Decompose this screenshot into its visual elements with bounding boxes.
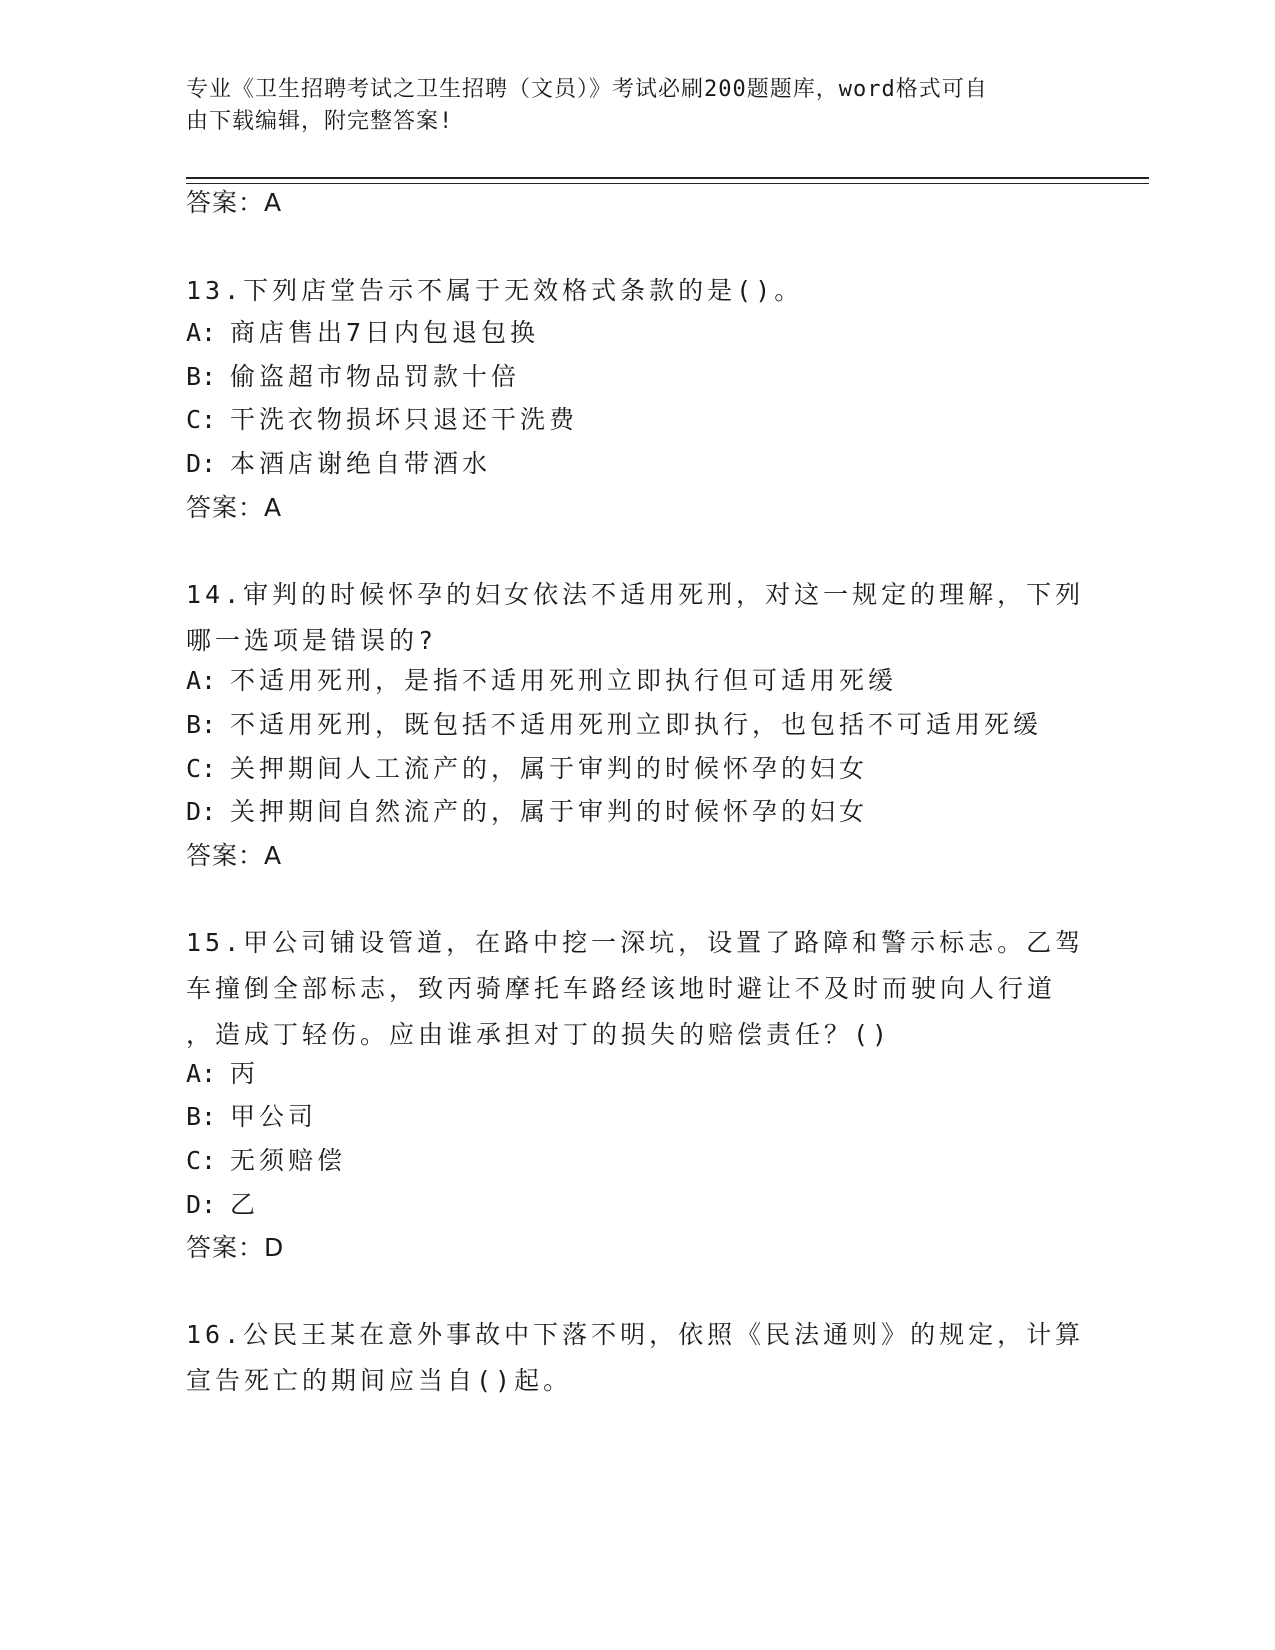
- question-14-stem: [186, 572, 1086, 664]
- header-line-1: 专业《卫生招聘考试之卫生招聘（文员）》考试必刷200题题库，word格式可自: [186, 77, 988, 102]
- question-16-stem: [186, 1312, 1086, 1404]
- option-key: B:: [186, 362, 217, 391]
- option-key: A:: [186, 1059, 217, 1088]
- header-line-2: 由下载编辑，附完整答案!: [186, 109, 454, 134]
- option-text: 商店售出7日内包退包换: [230, 318, 540, 347]
- question-13-stem: [186, 268, 1086, 314]
- option-text: 乙: [230, 1190, 260, 1219]
- question-15-stem: [186, 920, 1086, 1058]
- option-key: C:: [186, 754, 217, 783]
- option-key: B:: [186, 710, 217, 739]
- header-rule-thin: [186, 183, 1149, 184]
- question-15-option-a: [186, 1057, 259, 1091]
- option-text: 干洗衣物损坏只退还干洗费: [230, 405, 579, 434]
- option-text: 不适用死刑，既包括不适用死刑立即执行，也包括不可适用死缓: [230, 710, 1043, 739]
- option-key: D:: [186, 449, 217, 478]
- question-14-option-d: [186, 795, 868, 829]
- question-stem-line: 哪一选项是错误的?: [186, 626, 438, 655]
- question-15-answer: 答案：D: [186, 1233, 285, 1262]
- header-rule-thick: [186, 177, 1149, 179]
- question-13-option-a: [186, 316, 539, 350]
- option-key: C:: [186, 1146, 217, 1175]
- question-stem-line: ，造成丁轻伤。应由谁承担对丁的损失的赔偿责任？(): [186, 1020, 892, 1049]
- question-13-option-c: [186, 403, 578, 437]
- question-stem-line: 13.下列店堂告示不属于无效格式条款的是()。: [186, 276, 804, 305]
- option-text: 无须赔偿: [230, 1146, 347, 1175]
- option-text: 不适用死刑，是指不适用死刑立即执行但可适用死缓: [230, 666, 898, 695]
- question-stem-line: 宣告死亡的期间应当自()起。: [186, 1366, 573, 1395]
- option-key: A:: [186, 318, 217, 347]
- option-text: 甲公司: [230, 1102, 318, 1131]
- answer-previous: 答案：A: [186, 188, 283, 217]
- question-15-option-b: [186, 1100, 317, 1134]
- question-15-option-d: [186, 1188, 259, 1222]
- option-key: B:: [186, 1102, 217, 1131]
- question-stem-line: 车撞倒全部标志，致丙骑摩托车路经该地时避让不及时而驶向人行道: [186, 974, 1057, 1003]
- option-key: D:: [186, 797, 217, 826]
- option-key: D:: [186, 1190, 217, 1219]
- option-text: 丙: [230, 1059, 260, 1088]
- option-text: 本酒店谢绝自带酒水: [230, 449, 492, 478]
- option-text: 关押期间人工流产的，属于审判的时候怀孕的妇女: [230, 754, 869, 783]
- question-14-option-c: [186, 752, 868, 786]
- question-stem-line: 14.审判的时候怀孕的妇女依法不适用死刑，对这一规定的理解，下列: [186, 580, 1085, 609]
- document-header: [186, 74, 1066, 138]
- option-key: C:: [186, 405, 217, 434]
- question-stem-line: 15.甲公司铺设管道，在路中挖一深坑，设置了路障和警示标志。乙驾: [186, 928, 1085, 957]
- option-text: 偷盗超市物品罚款十倍: [230, 362, 521, 391]
- question-13-answer: 答案：A: [186, 493, 283, 522]
- question-13-option-d: [186, 447, 491, 481]
- question-stem-line: 16.公民王某在意外事故中下落不明，依照《民法通则》的规定，计算: [186, 1320, 1085, 1349]
- question-14-option-b: [186, 708, 1042, 742]
- question-14-option-a: [186, 664, 897, 698]
- option-text: 关押期间自然流产的，属于审判的时候怀孕的妇女: [230, 797, 869, 826]
- option-key: A:: [186, 666, 217, 695]
- question-13-option-b: [186, 360, 520, 394]
- question-15-option-c: [186, 1144, 346, 1178]
- question-14-answer: 答案：A: [186, 841, 283, 870]
